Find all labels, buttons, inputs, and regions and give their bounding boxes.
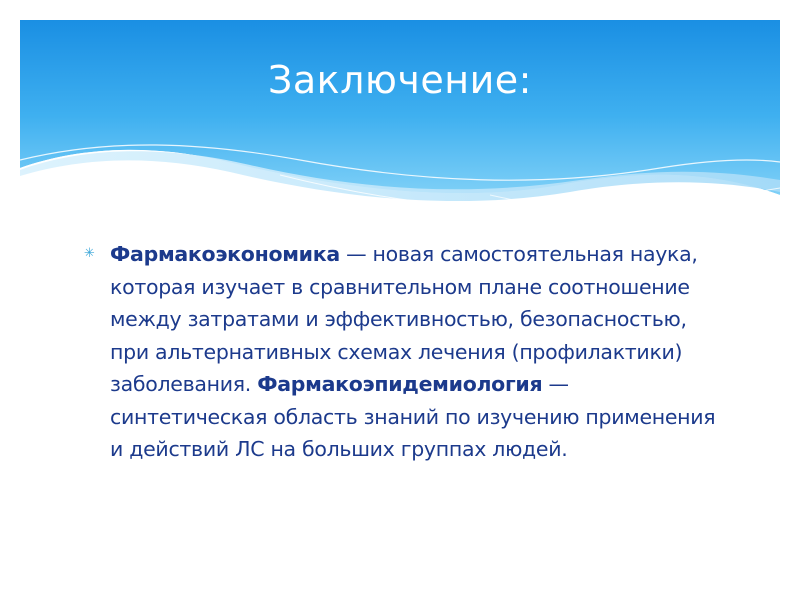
slide-title: Заключение: [268,58,532,102]
header-banner [20,20,780,220]
definition-pharmacoeconomics: — новая самостоятельная наука, которая изучает в сравнительном плане соотношение между затратами и эффективностью, безопасностью, при альтернативных схемах лечения (профилактики) заболевания. [110,242,698,396]
wave-background [20,20,780,220]
term-pharmacoeconomics: Фармакоэкономика [110,242,340,266]
bullet-item [84,238,724,466]
term-pharmacoepidemiology: Фармакоэпидемиология [257,372,543,396]
asterisk-bullet-icon: ✳ [84,246,95,261]
bullet-text [110,238,724,466]
definition-pharmacoepidemiology: — синтетическая область знаний по изучению применения и действий ЛС на больших группах людей. [110,372,716,461]
content-area [84,238,724,466]
